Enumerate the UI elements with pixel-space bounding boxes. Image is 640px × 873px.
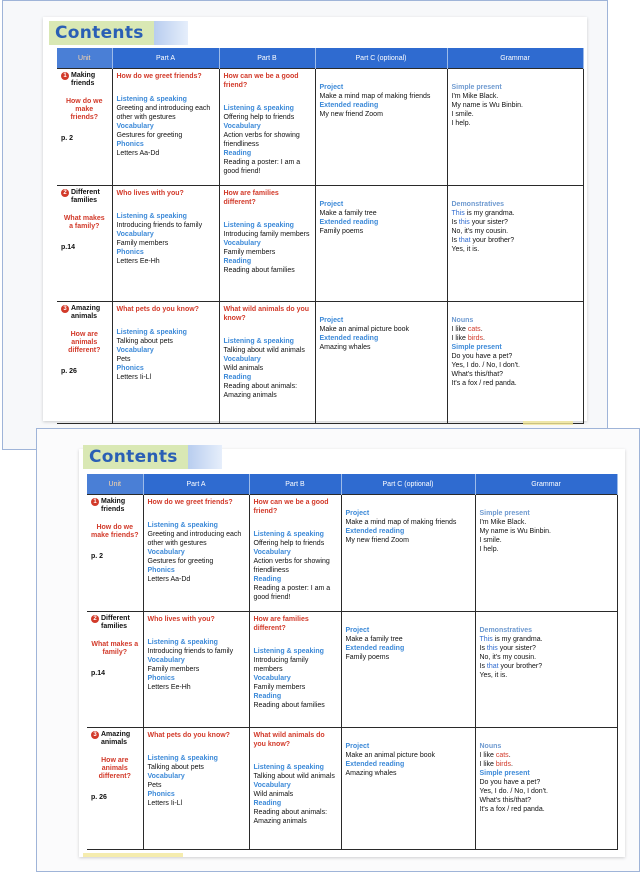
section-heading: Extended reading <box>345 528 405 535</box>
unit-title <box>91 731 139 747</box>
part-a-question: How do we greet friends? <box>147 499 233 506</box>
header-unit: Unit <box>87 474 143 495</box>
unit-title-text: Amazing animals <box>71 305 101 320</box>
scan-bottom <box>36 428 640 872</box>
part-c-cell <box>315 186 447 302</box>
header-part-b: Part B <box>249 474 341 495</box>
header-part-b: Part B <box>219 48 315 69</box>
unit-title <box>91 615 139 631</box>
part-b-question: How can we be a good friend? <box>223 73 299 89</box>
entry-text: Offering help to friends <box>253 540 325 547</box>
unit-title <box>91 498 139 514</box>
entry-text: Yes, it is. <box>479 672 508 679</box>
entry-text: I smile. <box>451 111 474 118</box>
entry-text: Letters Ii-Ll <box>147 800 183 807</box>
header-row <box>57 48 583 69</box>
entry-text: Pets <box>116 356 131 363</box>
entry-text: Family poems <box>319 228 364 235</box>
section-heading: Listening & speaking <box>147 639 218 646</box>
contents-title: Contents <box>83 445 188 469</box>
highlighted-word: birds <box>495 761 512 768</box>
entry-text: Make a family tree <box>319 210 377 217</box>
unit-number-badge: 2 <box>91 615 99 623</box>
grammar-text: Is <box>479 645 487 652</box>
section-heading: Demonstratives <box>479 627 533 634</box>
entry-text: Amazing whales <box>345 770 397 777</box>
part-c-cell <box>341 495 475 612</box>
section-heading: Listening & speaking <box>116 213 187 220</box>
entry-text: It's a fox / red panda. <box>479 806 545 813</box>
section-heading: Listening & speaking <box>223 222 294 229</box>
entry-text: Letters Ee-Hh <box>116 258 160 265</box>
section-heading: Project <box>345 627 370 634</box>
header-part-a: Part A <box>112 48 219 69</box>
part-c-cell <box>341 612 475 728</box>
grammar-cell <box>475 495 617 612</box>
section-heading: Project <box>319 84 344 91</box>
unit-cell <box>57 69 112 186</box>
entry-text: Family poems <box>345 654 390 661</box>
grammar-text: Is <box>451 219 459 226</box>
entry-text: Action verbs for showing friendliness <box>253 558 330 574</box>
unit-cell <box>87 495 143 612</box>
entry-text: I'm Mike Black. <box>451 93 499 100</box>
section-heading: Listening & speaking <box>253 531 324 538</box>
unit-title <box>61 305 108 321</box>
entry-text: Wild animals <box>223 365 264 372</box>
section-heading: Listening & speaking <box>253 764 324 771</box>
unit-page-number: p.14 <box>61 244 76 251</box>
section-heading: Extended reading <box>319 335 379 342</box>
part-a-cell <box>112 186 219 302</box>
grammar-text: is my grandma. <box>492 636 543 643</box>
section-heading: Vocabulary <box>223 240 261 247</box>
unit-title <box>61 72 108 88</box>
entry-text: Family members <box>223 249 276 256</box>
entry-text: Introducing family members <box>253 657 309 673</box>
entry-text: Reading about animals: <box>223 383 298 390</box>
part-b-cell <box>219 69 315 186</box>
grammar-line <box>480 644 613 653</box>
entry-text: Talking about pets <box>147 764 204 771</box>
unit-title-text: Making friends <box>101 498 126 513</box>
highlighted-word: birds <box>467 335 484 342</box>
entry-text: Make an animal picture book <box>319 326 409 333</box>
entry-text: Talking about wild animals <box>223 347 305 354</box>
section-heading: Simple present <box>451 344 502 351</box>
section-heading: Extended reading <box>319 102 379 109</box>
part-a-cell <box>112 302 219 424</box>
entry-text: My new friend Zoom <box>345 537 409 544</box>
part-b-cell <box>249 728 341 850</box>
highlighter-mark <box>523 421 573 425</box>
entry-text: Make a family tree <box>345 636 403 643</box>
entry-text: Gestures for greeting <box>147 558 214 565</box>
entry-text: Make a mind map of making friends <box>319 93 431 100</box>
unit-cell <box>57 186 112 302</box>
grammar-line <box>480 751 613 760</box>
section-heading: Project <box>319 317 344 324</box>
entry-text: What's this/that? <box>451 371 504 378</box>
unit-big-question: What makes a family? <box>91 641 139 656</box>
section-heading: Phonics <box>116 249 144 256</box>
unit-page-number: p. 2 <box>61 135 74 142</box>
entry-text: Greeting and introducing each other with gestures <box>147 531 242 547</box>
section-heading: Listening & speaking <box>116 329 187 336</box>
section-heading: Project <box>345 510 370 517</box>
entry-text: Gestures for greeting <box>116 132 183 139</box>
grammar-line <box>452 236 579 245</box>
section-heading: Vocabulary <box>116 123 154 130</box>
section-heading: Listening & speaking <box>116 96 187 103</box>
section-heading: Extended reading <box>319 219 379 226</box>
grammar-line <box>480 635 613 644</box>
unit-row <box>57 69 583 186</box>
scan-top <box>2 0 608 450</box>
section-heading: Vocabulary <box>253 549 291 556</box>
unit-title-text: Amazing animals <box>101 731 131 746</box>
part-b-question: What wild animals do you know? <box>223 306 310 322</box>
section-heading: Nouns <box>479 743 502 750</box>
grammar-line <box>452 218 579 227</box>
section-heading: Listening & speaking <box>147 755 218 762</box>
unit-row <box>87 728 617 850</box>
highlighted-word: This <box>479 636 493 643</box>
unit-big-question: What makes a family? <box>63 215 105 230</box>
grammar-line <box>480 760 613 769</box>
unit-page-number: p. 2 <box>91 553 104 560</box>
grammar-line <box>480 662 613 671</box>
entry-text: I'm Mike Black. <box>479 519 527 526</box>
entry-text: Make an animal picture book <box>345 752 435 759</box>
grammar-text: . <box>511 761 513 768</box>
section-heading: Vocabulary <box>116 347 154 354</box>
entry-text: Letters Aa-Dd <box>116 150 160 157</box>
grammar-text: is my grandma. <box>464 210 515 217</box>
contents-title: Contents <box>49 21 154 45</box>
entry-text: Introducing family members <box>223 231 310 238</box>
unit-page-number: p.14 <box>91 670 106 677</box>
entry-text: Family members <box>116 240 169 247</box>
entry-text: Reading a poster: I am a good friend! <box>253 585 331 601</box>
grammar-text: Is <box>479 663 487 670</box>
unit-page-number: p. 26 <box>91 794 107 801</box>
section-heading: Vocabulary <box>223 356 261 363</box>
header-grammar: Grammar <box>475 474 617 495</box>
entry-text: My name is Wu Binbin. <box>479 528 551 535</box>
header-grammar: Grammar <box>447 48 583 69</box>
part-a-question: How do we greet friends? <box>116 73 202 80</box>
highlighted-word: cats <box>495 752 509 759</box>
part-b-question: How are families different? <box>223 190 279 206</box>
entry-text: I help. <box>479 546 499 553</box>
section-heading: Phonics <box>147 675 175 682</box>
contents-table <box>87 474 618 850</box>
unit-row <box>57 302 583 424</box>
entry-text: Reading a poster: I am a good friend! <box>223 159 301 175</box>
unit-number-badge: 1 <box>61 72 69 80</box>
part-a-question: What pets do you know? <box>116 306 199 313</box>
unit-row <box>57 186 583 302</box>
grammar-text: I like <box>479 752 496 759</box>
section-heading: Reading <box>253 693 282 700</box>
grammar-cell <box>447 186 583 302</box>
section-heading: Listening & speaking <box>223 105 294 112</box>
unit-number-badge: 2 <box>61 189 69 197</box>
entry-text: Greeting and introducing each other with gestures <box>116 105 211 121</box>
unit-title-text: Making friends <box>71 72 96 87</box>
entry-text: Family members <box>147 666 200 673</box>
header-part-c: Part C (optional) <box>315 48 447 69</box>
entry-text: Reading about families <box>253 702 325 709</box>
grammar-text: . <box>483 335 485 342</box>
part-a-question: Who lives with you? <box>116 190 184 197</box>
highlighted-word: this <box>486 645 498 652</box>
entry-text: Wild animals <box>253 791 294 798</box>
highlighted-word: that <box>458 237 471 244</box>
section-heading: Reading <box>253 576 282 583</box>
entry-text: What's this/that? <box>479 797 532 804</box>
entry-text: My name is Wu Binbin. <box>451 102 523 109</box>
highlighted-word: This <box>451 210 465 217</box>
unit-cell <box>57 302 112 424</box>
unit-number-badge: 3 <box>91 731 99 739</box>
section-heading: Phonics <box>147 567 175 574</box>
grammar-line <box>452 209 579 218</box>
entry-text: Reading about animals: <box>253 809 328 816</box>
section-heading: Nouns <box>451 317 474 324</box>
entry-text: I smile. <box>479 537 502 544</box>
unit-big-question: How are animals different? <box>98 757 131 780</box>
header-row <box>87 474 617 495</box>
part-b-question: What wild animals do you know? <box>253 732 325 748</box>
section-heading: Simple present <box>451 84 502 91</box>
header-part-a: Part A <box>143 474 249 495</box>
section-heading: Reading <box>223 150 252 157</box>
section-heading: Reading <box>223 374 252 381</box>
section-heading: Reading <box>223 258 252 265</box>
entry-text: Yes, I do. / No, I don't. <box>479 788 548 795</box>
section-heading: Vocabulary <box>116 231 154 238</box>
entry-text: Family members <box>253 684 306 691</box>
grammar-text: I like <box>451 335 468 342</box>
grammar-text: . <box>480 326 483 333</box>
entry-text: Introducing friends to family <box>147 648 234 655</box>
part-a-cell <box>143 612 249 728</box>
entry-text: No, it's my cousin. <box>479 654 537 661</box>
highlighter-mark <box>83 853 183 857</box>
part-c-cell <box>315 69 447 186</box>
unit-title <box>61 189 108 205</box>
highlighted-word: that <box>486 663 499 670</box>
part-b-cell <box>219 302 315 424</box>
section-heading: Vocabulary <box>223 123 261 130</box>
header-part-c: Part C (optional) <box>341 474 475 495</box>
entry-text: Talking about wild animals <box>253 773 335 780</box>
unit-number-badge: 1 <box>91 498 99 506</box>
part-c-cell <box>341 728 475 850</box>
section-heading: Project <box>345 743 370 750</box>
entry-text: No, it's my cousin. <box>451 228 509 235</box>
part-a-cell <box>112 69 219 186</box>
section-heading: Project <box>319 201 344 208</box>
unit-title-text: Different families <box>71 189 100 204</box>
unit-page-number: p. 26 <box>61 368 77 375</box>
unit-big-question: How do we make friends? <box>91 524 139 539</box>
entry-text: It's a fox / red panda. <box>451 380 517 387</box>
entry-text: Talking about pets <box>116 338 173 345</box>
section-heading: Listening & speaking <box>147 522 218 529</box>
entry-text: Letters Aa-Dd <box>147 576 191 583</box>
entry-text: Yes, it is. <box>451 246 480 253</box>
grammar-text: Is <box>451 237 459 244</box>
unit-cell <box>87 612 143 728</box>
entry-text: Amazing whales <box>319 344 371 351</box>
entry-text: My new friend Zoom <box>319 111 383 118</box>
section-heading: Listening & speaking <box>223 338 294 345</box>
part-b-cell <box>249 612 341 728</box>
entry-text: I help. <box>451 120 471 127</box>
part-b-cell <box>219 186 315 302</box>
unit-title-text: Different families <box>101 615 130 630</box>
grammar-text: I like <box>451 326 468 333</box>
section-heading: Simple present <box>479 510 530 517</box>
highlighted-word: cats <box>467 326 481 333</box>
section-heading: Vocabulary <box>147 657 185 664</box>
section-heading: Simple present <box>479 770 530 777</box>
entry-text: Do you have a pet? <box>479 779 541 786</box>
entry-text: Letters Ee-Hh <box>147 684 191 691</box>
entry-text: Introducing friends to family <box>116 222 203 229</box>
section-heading: Demonstratives <box>451 201 505 208</box>
grammar-text: your brother? <box>498 663 543 670</box>
entry-text: Amazing animals <box>223 392 277 399</box>
part-a-question: Who lives with you? <box>147 616 215 623</box>
entry-text: Pets <box>147 782 162 789</box>
grammar-cell <box>447 302 583 424</box>
section-heading: Vocabulary <box>253 782 291 789</box>
grammar-text: I like <box>479 761 496 768</box>
entry-text: Amazing animals <box>253 818 307 825</box>
entry-text: Yes, I do. / No, I don't. <box>451 362 520 369</box>
grammar-text: . <box>508 752 511 759</box>
part-c-cell <box>315 302 447 424</box>
grammar-line <box>452 325 579 334</box>
section-heading: Extended reading <box>345 645 405 652</box>
unit-big-question: How do we make friends? <box>65 98 103 121</box>
entry-text: Action verbs for showing friendliness <box>223 132 300 148</box>
section-heading: Extended reading <box>345 761 405 768</box>
entry-text: Letters Ii-Ll <box>116 374 152 381</box>
grammar-text: your sister? <box>497 645 536 652</box>
part-b-question: How can we be a good friend? <box>253 499 329 515</box>
section-heading: Reading <box>253 800 282 807</box>
part-a-cell <box>143 495 249 612</box>
grammar-cell <box>475 612 617 728</box>
contents-table <box>57 48 584 424</box>
unit-row <box>87 612 617 728</box>
section-heading: Phonics <box>147 791 175 798</box>
header-unit: Unit <box>57 48 112 69</box>
part-a-cell <box>143 728 249 850</box>
section-heading: Vocabulary <box>147 549 185 556</box>
grammar-line <box>452 334 579 343</box>
grammar-cell <box>475 728 617 850</box>
part-a-question: What pets do you know? <box>147 732 230 739</box>
entry-text: Reading about families <box>223 267 295 274</box>
section-heading: Listening & speaking <box>253 648 324 655</box>
part-b-cell <box>249 495 341 612</box>
grammar-text: your sister? <box>469 219 508 226</box>
section-heading: Phonics <box>116 365 144 372</box>
section-heading: Vocabulary <box>147 773 185 780</box>
grammar-cell <box>447 69 583 186</box>
unit-number-badge: 3 <box>61 305 69 313</box>
highlighted-word: this <box>458 219 470 226</box>
unit-row <box>87 495 617 612</box>
part-b-question: How are families different? <box>253 616 309 632</box>
grammar-text: your brother? <box>470 237 515 244</box>
unit-cell <box>87 728 143 850</box>
entry-text: Offering help to friends <box>223 114 295 121</box>
entry-text: Make a mind map of making friends <box>345 519 457 526</box>
section-heading: Phonics <box>116 141 144 148</box>
section-heading: Vocabulary <box>253 675 291 682</box>
entry-text: Do you have a pet? <box>451 353 513 360</box>
unit-big-question: How are animals different? <box>68 331 101 354</box>
